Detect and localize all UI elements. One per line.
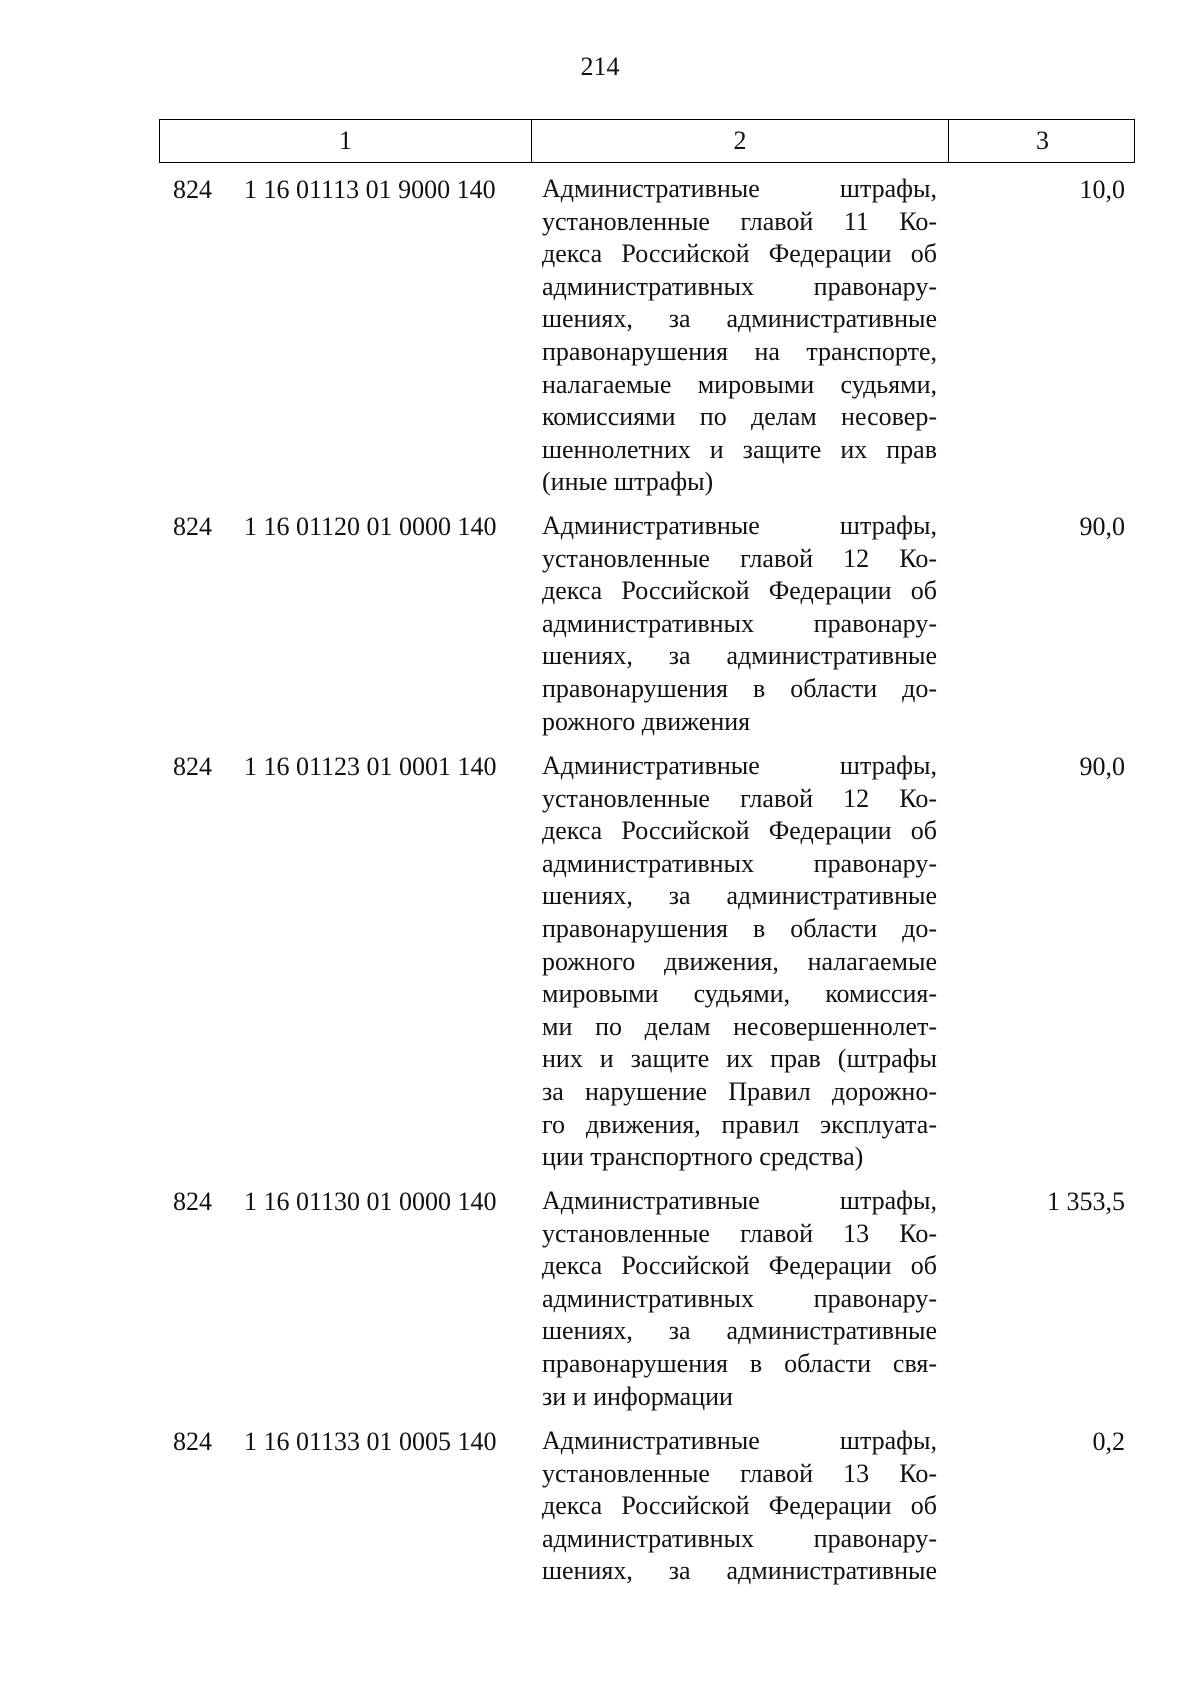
description-line: правонарушения на транспорте,: [542, 336, 937, 366]
description-line: ции транспортного средства): [542, 1142, 864, 1172]
description-line: административных правонару-: [542, 271, 937, 301]
admin-code: 824: [173, 752, 212, 781]
description-line: Административные штрафы,: [542, 1186, 937, 1215]
admin-code: 824: [173, 1187, 212, 1216]
description-line: них и защите их прав (штрафы: [542, 1044, 937, 1074]
budget-classification-code: 1 16 01130 01 0000 140: [244, 1187, 497, 1216]
description-line: административных правонару-: [542, 608, 937, 638]
revenue-description: [542, 1185, 937, 1413]
description-line: Административные штрафы,: [542, 751, 937, 780]
budget-classification-code: 1 16 01123 01 0001 140: [244, 752, 497, 781]
revenue-description: [542, 750, 937, 1174]
description-line: установленные главой 13 Ко-: [542, 1218, 937, 1248]
description-line: шениях, за административные: [542, 881, 937, 911]
description-line: Административные штрафы,: [542, 174, 937, 203]
admin-code: 824: [173, 1427, 212, 1456]
description-line: комиссиями по делам несовер-: [542, 402, 937, 432]
description-line: декса Российской Федерации об: [542, 576, 937, 606]
budget-classification-code: 1 16 01113 01 9000 140: [244, 175, 496, 204]
description-line: шениях, за административные: [542, 304, 937, 334]
amount-value: 90,0: [1079, 512, 1125, 541]
description-line: за нарушение Правил дорожно-: [542, 1076, 937, 1106]
description-line: шеннолетних и защите их прав: [542, 434, 937, 464]
description-line: декса Российской Федерации об: [542, 239, 937, 269]
budget-classification-code: 1 16 01120 01 0000 140: [244, 512, 497, 541]
revenue-description: [542, 510, 937, 738]
description-line: правонарушения в области до-: [542, 913, 937, 943]
budget-table: [159, 119, 1135, 1586]
description-line: го движения, правил эксплуата-: [542, 1109, 937, 1139]
description-line: административных правонару-: [542, 1283, 937, 1313]
amount-value: 1 353,5: [1047, 1187, 1125, 1216]
admin-code: 824: [173, 175, 212, 204]
description-line: правонарушения в области свя-: [542, 1348, 937, 1378]
description-line: декса Российской Федерации об: [542, 816, 937, 846]
amount-value: 90,0: [1079, 752, 1125, 781]
description-line: установленные главой 11 Ко-: [542, 206, 937, 236]
description-line: Административные штрафы,: [542, 511, 937, 540]
description-line: установленные главой 13 Ко-: [542, 1458, 937, 1488]
description-line: установленные главой 12 Ко-: [542, 783, 937, 813]
description-line: декса Российской Федерации об: [542, 1251, 937, 1281]
column-header-1: 1: [160, 120, 532, 162]
table-header-row: [159, 119, 1135, 163]
description-line: налагаемые мировыми судьями,: [542, 369, 937, 399]
admin-code: 824: [173, 512, 212, 541]
budget-classification-code: 1 16 01133 01 0005 140: [244, 1427, 497, 1456]
amount-value: 0,2: [1092, 1427, 1125, 1456]
description-line: мировыми судьями, комиссия-: [542, 979, 937, 1009]
description-line: административных правонару-: [542, 848, 937, 878]
description-line: рожного движения: [542, 706, 751, 736]
description-line: шениях, за административные: [542, 1316, 937, 1346]
column-header-2: 2: [532, 120, 949, 162]
page-number: 214: [580, 52, 620, 81]
description-line: зи и информации: [542, 1381, 733, 1411]
description-line: административных правонару-: [542, 1523, 937, 1553]
description-line: шениях, за административные: [542, 641, 937, 671]
description-line: шениях, за административные: [542, 1556, 937, 1586]
revenue-description: [542, 1425, 937, 1588]
column-header-3: 3: [1036, 126, 1049, 155]
description-line: ми по делам несовершеннолет-: [542, 1011, 937, 1041]
description-line: (иные штрафы): [542, 467, 714, 497]
description-line: установленные главой 12 Ко-: [542, 543, 937, 573]
description-line: рожного движения, налагаемые: [542, 946, 937, 976]
description-line: Административные штрафы,: [542, 1426, 937, 1455]
description-line: декса Российской Федерации об: [542, 1491, 937, 1521]
revenue-description: [542, 173, 937, 499]
description-line: правонарушения в области до-: [542, 673, 937, 703]
amount-value: 10,0: [1079, 175, 1125, 204]
